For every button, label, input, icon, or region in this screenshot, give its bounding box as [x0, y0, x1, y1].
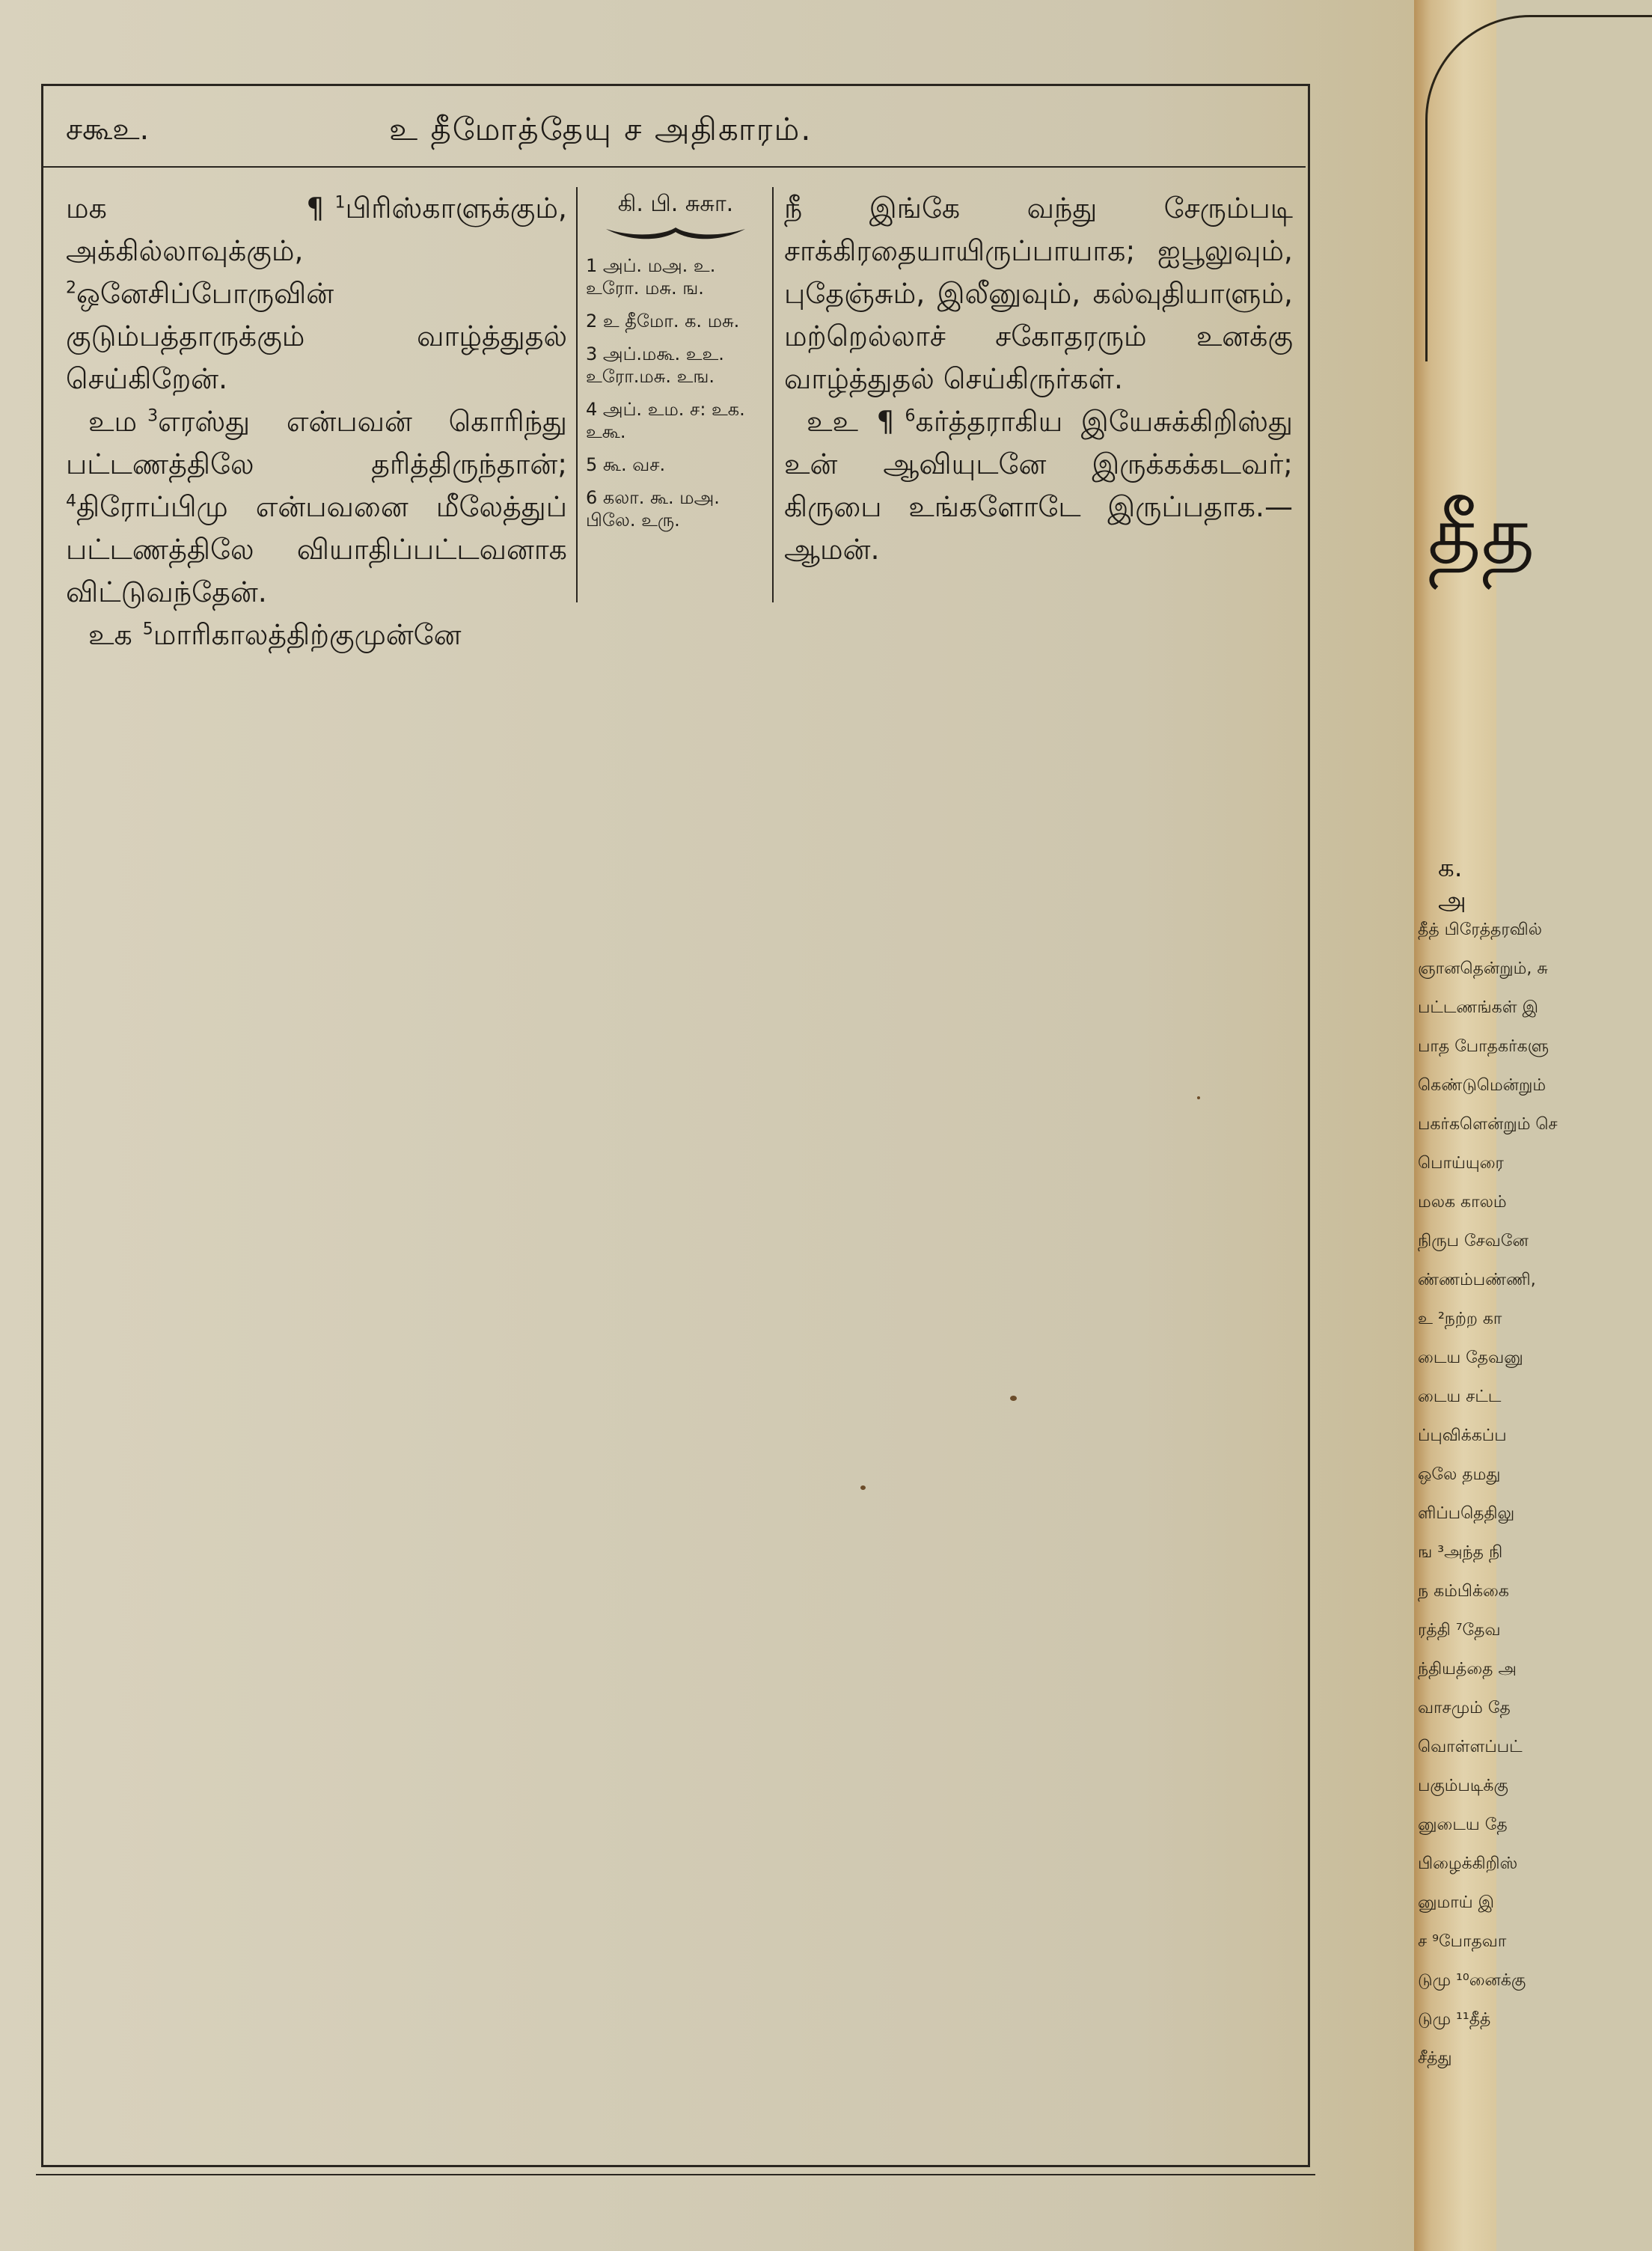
adjacent-page-line: சீத்து	[1418, 2049, 1452, 2068]
adjacent-page-line: ச ⁹போதவா	[1418, 1932, 1507, 1951]
verse-paragraph	[66, 187, 567, 400]
adjacent-page-line: பிழைக்கிறிஸ்	[1418, 1854, 1518, 1873]
verse-text: பிரிஸ்காளுக்கும், அக்கில்லாவுக்கும்,	[66, 192, 567, 267]
verse-paragraph	[784, 187, 1293, 400]
paper-speck	[860, 1485, 866, 1490]
adjacent-page-line: ந கம்பிக்கை	[1418, 1582, 1509, 1601]
verse-text: மாரிகாலத்திற்குமுன்னே	[153, 618, 462, 651]
adjacent-page-title: தீத	[1428, 486, 1535, 582]
verse-paragraph	[784, 400, 1293, 571]
adjacent-page-line: பட்டணங்கள் இ	[1418, 998, 1538, 1017]
adjacent-page-line: னுமாய் இ	[1418, 1893, 1494, 1912]
adjacent-page-line: கெண்டுமென்றும்	[1418, 1076, 1547, 1095]
paper-speck	[1197, 1096, 1200, 1099]
verse-paragraph	[66, 614, 567, 656]
adjacent-page-line: ப்புவிக்கப்ப	[1418, 1426, 1507, 1445]
verse-number: உம	[88, 405, 138, 438]
verse-number: உக	[88, 618, 132, 651]
reference-entry: 2 உ தீமோ. க. மசு.	[586, 311, 740, 332]
adjacent-page-line: ஞானதென்றும், சு	[1418, 959, 1548, 978]
verse-text: ஒனேசிப்போருவின் குடும்பத்தாருக்கும் வாழ்த்துதல் செய்கிறேன்.	[66, 277, 567, 395]
adjacent-page-line: ரத்தி ⁷தேவ	[1418, 1621, 1501, 1640]
adjacent-page-line: பொய்யுரை	[1418, 1154, 1504, 1173]
adjacent-page-line: பகும்படிக்கு	[1418, 1777, 1508, 1795]
reference-entry: 1 அப். மஅ. உ. உரோ. மசு. ங.	[586, 255, 716, 299]
right-text-column	[784, 187, 1293, 571]
adjacent-page-line: ளிப்பதெதிலு	[1418, 1504, 1515, 1523]
references-list	[586, 254, 765, 531]
reference-entry: 3 அப்.மகூ. உஉ. உரோ.மசு. உங.	[586, 343, 724, 387]
adjacent-page-line: தீத் பிரேத்தரவில்	[1418, 920, 1543, 939]
adjacent-page-line: மலக காலம்	[1418, 1193, 1507, 1212]
reference-marker: 5	[142, 620, 153, 639]
verse-text: நீ இங்கே வந்து சேரும்படி சாக்கிரதையாயிருப்பாயாக; ஐபூலுவும், புதேஞ்சும், இலீனுவும், கல்வுதியாளும், மற்றெல்லாச் சகோதரரும் உனக்கு வாழ்த்துதல் செய்கிருர்கள்.	[784, 192, 1293, 395]
adjacent-page-line: ஒலே தமது	[1418, 1465, 1501, 1484]
adjacent-page-line: வாசமும் தே	[1418, 1699, 1511, 1717]
column-divider-right	[772, 187, 774, 602]
adjacent-page-heading: க. அ	[1438, 853, 1466, 916]
adjacent-page-line: ண்ணம்பண்ணி,	[1418, 1271, 1536, 1289]
verse-text: திரோப்பிமு என்பவனை மீலேத்துப் பட்டணத்திலே வியாதிப்பட்டவனாக விட்டுவந்தேன்.	[66, 490, 567, 608]
reference-marker: 2	[66, 278, 76, 298]
verse-paragraph	[66, 400, 567, 614]
adjacent-page-line: னுடைய தே	[1418, 1815, 1508, 1834]
header-rule	[41, 166, 1306, 168]
adjacent-page-line: டைய தேவனு	[1418, 1349, 1523, 1367]
paper-speck	[1010, 1396, 1017, 1401]
adjacent-page-line: உ ²நற்ற கா	[1418, 1310, 1502, 1328]
reference-entry: 4 அப். உம. ச: உக. உகூ.	[586, 399, 745, 442]
page-number: சகூஉ.	[66, 112, 150, 147]
column-divider-left	[576, 187, 578, 602]
adjacent-page-line: டுமு ¹⁰னைக்கு	[1418, 1971, 1526, 1990]
verse-number: மக ¶	[66, 192, 325, 225]
references-title: கி. பி. சுசுா.	[617, 191, 734, 217]
verse-number: உஉ ¶	[807, 405, 895, 438]
verse-text: கர்த்தராகிய இயேசுக்கிறிஸ்து உன் ஆவியுடனே இருக்கக்கடவர்; கிருபை உங்களோடே இருப்பதாக.—ஆமன்.	[784, 405, 1293, 566]
verse-text: எரஸ்து என்பவன் கொரிந்து பட்டணத்திலே தரித்திருந்தான்;	[66, 405, 567, 480]
adjacent-page-line: ங ³அந்த நி	[1418, 1543, 1503, 1562]
reference-marker: 6	[905, 406, 916, 426]
adjacent-page-ornament	[1425, 15, 1652, 361]
reference-marker: 3	[147, 406, 159, 426]
running-title: உ தீமோத்தேயு ச அதிகாரம்.	[389, 111, 813, 147]
adjacent-page-line: டுமு ¹¹தீத்	[1418, 2010, 1491, 2029]
reference-entry: 6 கலா. கூ. மஅ. பிலே. உரு.	[586, 487, 720, 531]
cross-reference-column	[586, 191, 765, 542]
adjacent-page-line: ந்தியத்தை அ	[1418, 1660, 1517, 1679]
adjacent-page-line: நிருப சேவனே	[1418, 1232, 1529, 1250]
adjacent-page-line: பாத போதகர்களு	[1418, 1037, 1549, 1056]
adjacent-page-line: வொள்ளப்பட்	[1418, 1738, 1523, 1756]
ornamental-swash	[605, 225, 747, 244]
reference-marker: 4	[66, 492, 76, 511]
left-text-column	[66, 187, 567, 656]
reference-marker: 1	[334, 193, 346, 213]
reference-entry: 5 கூ. வச.	[586, 454, 666, 475]
adjacent-page-line: டைய சட்ட	[1418, 1387, 1502, 1406]
adjacent-page-line: பகர்களென்றும் செ	[1418, 1115, 1558, 1134]
